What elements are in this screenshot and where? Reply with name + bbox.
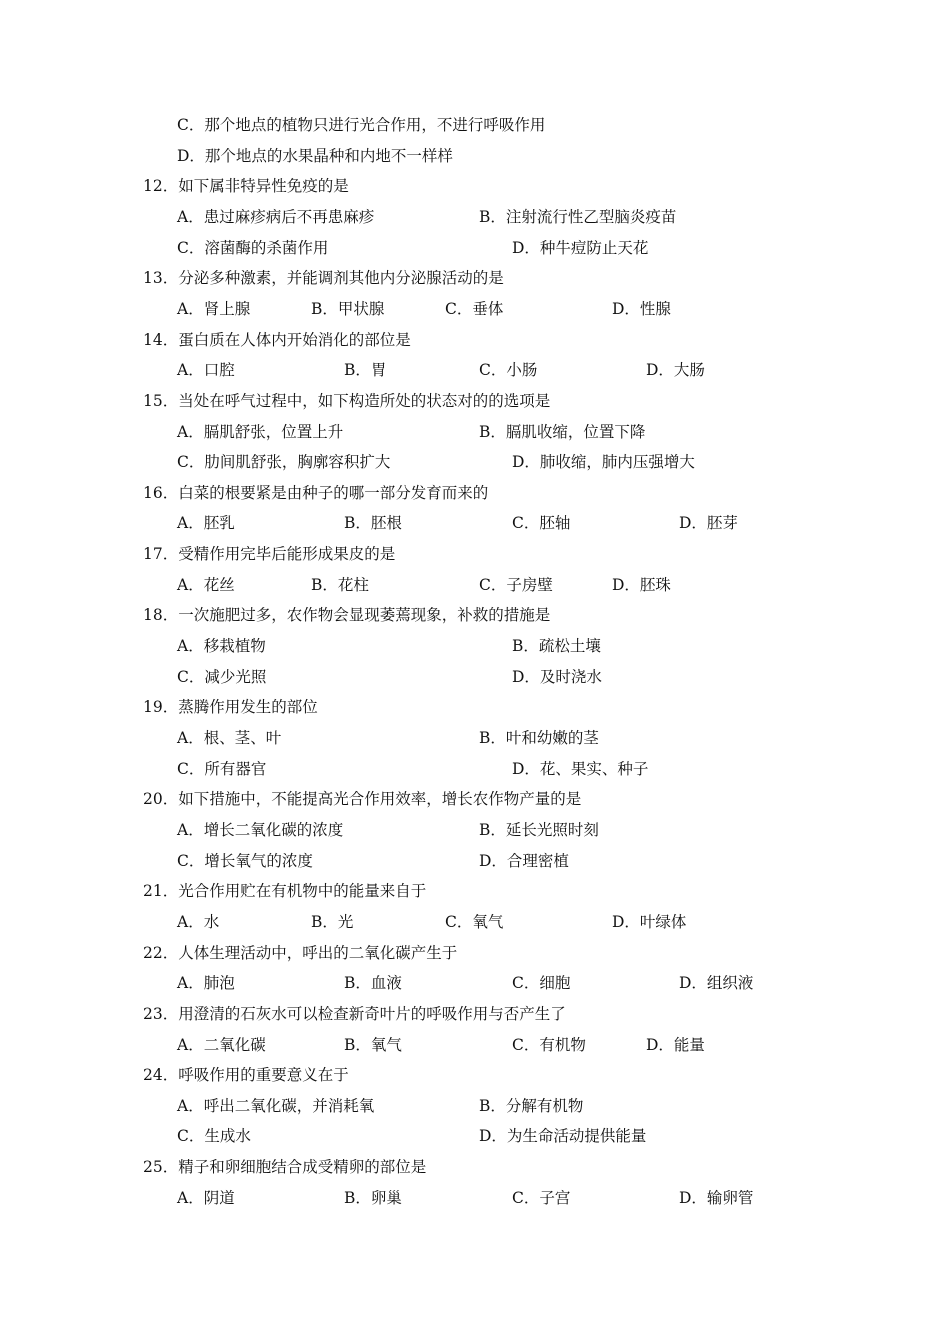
option-text: C．生成水 [177,1127,251,1146]
options-line [0,1091,950,1122]
options-line [0,907,950,938]
option-text: C．胚轴 [512,514,571,533]
option-text: A．阴道 [177,1188,235,1207]
option-text: B．膈肌收缩，位置下降 [479,422,646,441]
option-text: C．减少光照 [177,667,267,686]
option-text: A．增长二氧化碳的浓度 [177,820,344,839]
option-text: C．垂体 [445,299,504,318]
question-text: 18．一次施肥过多，农作物会显现萎蔫现象，补救的措施是 [143,606,551,625]
option-text: B．甲状腺 [311,299,385,318]
option-text: C．溶菌酶的杀菌作用 [177,238,329,257]
option-text: D．那个地点的水果晶种和内地不一样样 [177,146,453,165]
option-text: D．组织液 [679,974,754,993]
options-line [0,1030,950,1061]
question-line [0,539,950,570]
option-text: C．子房壁 [479,575,553,594]
option-text: D．及时浇水 [512,667,602,686]
question-text: 20．如下措施中，不能提高光合作用效率，增长农作物产量的是 [143,790,582,809]
question-text: 25．精子和卵细胞结合成受精卵的部位是 [143,1158,427,1177]
option-text: B．氧气 [344,1035,402,1054]
question-text: 15．当处在呼气过程中，如下构造所处的状态对的的选项是 [143,391,551,410]
option-text: A．根、茎、叶 [177,729,282,747]
question-text: 21．光合作用贮在有机物中的能量来自于 [143,882,427,901]
options-line [0,417,950,448]
option-text: C．细胞 [512,974,571,993]
option-text: C．所有器官 [177,759,267,778]
option-text: B．注射流行性乙型脑炎疫苗 [479,207,677,226]
option-text: C．子宫 [512,1188,571,1207]
question-line [0,784,950,815]
options-line [0,723,950,754]
option-text: D．胚珠 [612,575,671,594]
option-text: A．肺泡 [177,974,235,993]
question-line [0,263,950,294]
option-text: A．胚乳 [177,514,235,533]
question-text: 14．蛋白质在人体内开始消化的部位是 [143,330,411,349]
option-text: B．延长光照时刻 [479,820,599,839]
question-text: 12．如下属非特异性免疫的是 [143,177,349,196]
question-line [0,1152,950,1183]
options-line [0,631,950,662]
question-line [0,600,950,631]
option-text: B．胃 [344,361,387,380]
options-line [0,141,950,172]
option-text: D．叶绿体 [612,912,687,931]
option-text: A．口腔 [177,361,235,380]
option-text: B．胚根 [344,514,402,533]
option-text: A．肾上腺 [177,299,251,318]
question-line [0,478,950,509]
option-text: A．二氧化碳 [177,1035,266,1054]
option-text: B．血液 [344,974,402,993]
options-line [0,1183,950,1214]
option-text: D．能量 [646,1035,705,1054]
option-text: D．输卵管 [679,1188,754,1207]
options-line [0,202,950,233]
question-line [0,999,950,1030]
option-text: C．那个地点的植物只进行光合作用，不进行呼吸作用 [177,116,546,134]
option-text: D．性腺 [612,299,671,318]
option-text: A．水 [177,912,220,931]
option-text: D．花、果实、种子 [512,759,649,778]
options-line [0,754,950,785]
question-text: 16．白菜的根要紧是由种子的哪一部分发育而来的 [143,483,489,502]
question-line [0,692,950,723]
options-line [0,1121,950,1152]
options-line [0,662,950,693]
options-line [0,110,950,141]
options-line [0,355,950,386]
option-text: D．肺收缩，肺内压强增大 [512,453,695,472]
question-text: 22．人体生理活动中，呼出的二氧化碳产生于 [143,943,458,962]
question-text: 23．用澄清的石灰水可以检查新奇叶片的呼吸作用与否产生了 [143,1004,566,1023]
options-line [0,815,950,846]
option-text: B．疏松土壤 [512,637,601,656]
option-text: D．合理密植 [479,851,569,870]
option-text: D．为生命活动提供能量 [479,1127,647,1146]
option-text: D．种牛痘防止天花 [512,238,649,257]
option-text: A．患过麻疹病后不再患麻疹 [177,207,375,226]
question-line [0,171,950,202]
options-line [0,447,950,478]
option-text: C．氧气 [445,912,504,931]
option-text: A．移栽植物 [177,637,266,656]
question-line [0,1060,950,1091]
option-text: D．胚芽 [679,514,738,533]
options-line [0,846,950,877]
option-text: B．卵巢 [344,1188,402,1207]
options-line [0,233,950,264]
option-text: C．有机物 [512,1035,586,1054]
option-text: A．花丝 [177,575,235,594]
option-text: B．花柱 [311,575,369,594]
option-text: B．叶和幼嫩的茎 [479,729,599,747]
option-text: C．肋间肌舒张，胸廓容积扩大 [177,453,391,472]
option-text: B．分解有机物 [479,1096,584,1115]
question-line [0,876,950,907]
options-line [0,508,950,539]
question-line [0,938,950,969]
question-text: 13．分泌多种激素，并能调剂其他内分泌腺活动的是 [143,269,504,288]
options-line [0,968,950,999]
question-text: 17．受精作用完毕后能形成果皮的是 [143,545,396,564]
option-text: B．光 [311,912,354,931]
options-line [0,570,950,601]
option-text: D．大肠 [646,361,705,380]
question-line [0,325,950,356]
question-line [0,386,950,417]
option-text: C．增长氧气的浓度 [177,851,313,870]
option-text: A．膈肌舒张，位置上升 [177,422,344,441]
options-line [0,294,950,325]
option-text: A．呼出二氧化碳，并消耗氧 [177,1096,375,1115]
question-text: 19．蒸腾作用发生的部位 [143,698,318,717]
option-text: C．小肠 [479,361,538,380]
question-text: 24．呼吸作用的重要意义在于 [143,1066,349,1085]
